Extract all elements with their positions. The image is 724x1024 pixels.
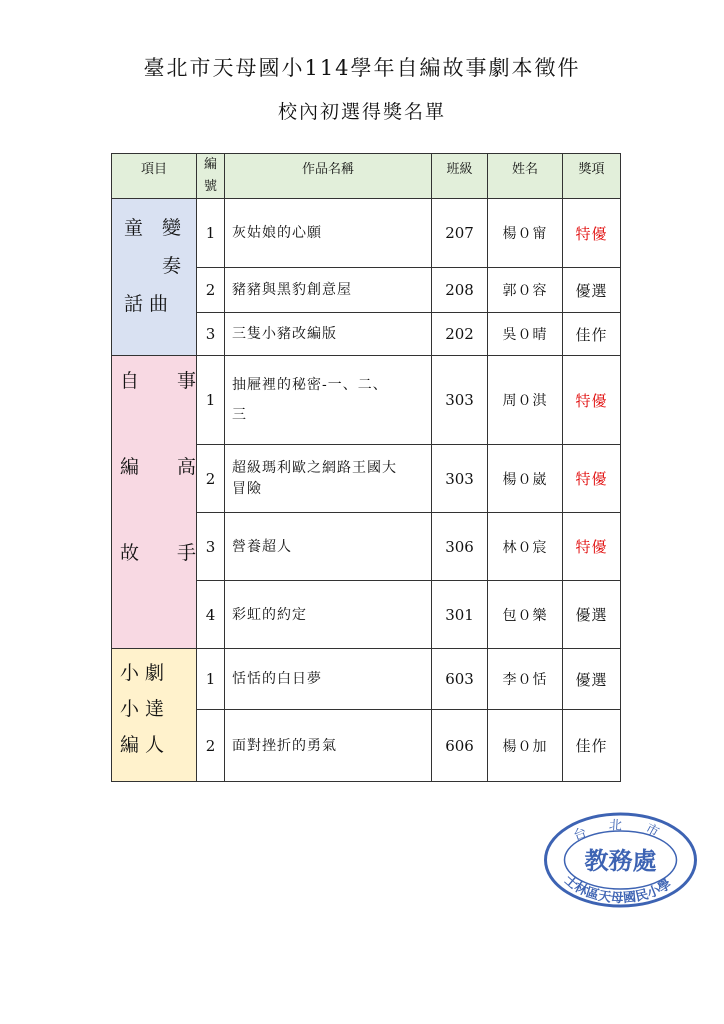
category-line: 故 手: [120, 542, 197, 564]
category-line: 自 事: [120, 370, 197, 392]
category-cell: [112, 356, 197, 649]
class-value: 306: [432, 513, 488, 581]
student-name: 吳０晴: [488, 313, 563, 356]
header-class: 班級: [432, 154, 488, 199]
header-number-line1: 編: [204, 157, 218, 172]
work-title: 豬豬與黑豹創意屋: [225, 268, 432, 313]
student-name: 李０恬: [488, 649, 563, 710]
award-value: 佳作: [563, 710, 621, 782]
student-name: 楊０加: [488, 710, 563, 782]
work-title-line1: 抽屜裡的秘密-一、二、: [232, 377, 388, 393]
work-title: 營養超人: [225, 513, 432, 581]
work-title-line2: 三: [232, 407, 248, 423]
header-work: 作品名稱: [225, 154, 432, 199]
class-value: 603: [432, 649, 488, 710]
category-cell: [112, 199, 197, 356]
student-name: 郭０容: [488, 268, 563, 313]
work-title: 灰姑娘的心願: [225, 199, 432, 268]
page-subtitle: 校內初選得獎名單: [277, 101, 446, 123]
work-title: 三隻小豬改編版: [225, 313, 432, 356]
award-value: 特優: [563, 445, 621, 513]
category-line: 編 高: [120, 456, 197, 478]
header-award: 獎項: [563, 154, 621, 199]
category-line: 奏: [124, 255, 182, 277]
award-value: 優選: [563, 649, 621, 710]
student-name: 楊０崴: [488, 445, 563, 513]
category-line: 童 變: [124, 217, 182, 239]
student-name: 林０宸: [488, 513, 563, 581]
header-number: [197, 154, 225, 199]
table-header-row: [112, 154, 621, 199]
header-number-line2: 號: [204, 179, 218, 194]
header-category: 項目: [112, 154, 197, 199]
class-value: 202: [432, 313, 488, 356]
award-value: 特優: [563, 513, 621, 581]
row-number: 3: [197, 513, 225, 581]
award-value: 特優: [563, 199, 621, 268]
work-title-line1: 超級瑪利歐之網路王國大: [232, 459, 398, 476]
row-number: 4: [197, 581, 225, 649]
award-value: 優選: [563, 581, 621, 649]
class-value: 606: [432, 710, 488, 782]
table-row: [112, 199, 621, 268]
category-cell: [112, 649, 197, 782]
row-number: 1: [197, 649, 225, 710]
category-line: 話 曲: [124, 293, 169, 315]
row-number: 2: [197, 268, 225, 313]
table-row: [112, 356, 621, 445]
student-name: 包０樂: [488, 581, 563, 649]
seal-bottom-text: 士林區天母國民小學: [560, 872, 675, 907]
category-line: 小 達: [120, 698, 165, 720]
row-number: 1: [197, 356, 225, 445]
row-number: 3: [197, 313, 225, 356]
award-value: 特優: [563, 356, 621, 445]
row-number: 2: [197, 710, 225, 782]
header-name: 姓名: [488, 154, 563, 199]
class-value: 301: [432, 581, 488, 649]
student-name: 楊０甯: [488, 199, 563, 268]
category-line: 小 劇: [120, 662, 165, 684]
seal-top-text: 台北市: [571, 818, 681, 852]
work-title: [225, 356, 432, 445]
class-value: 303: [432, 356, 488, 445]
seal-center-text: 教務處: [584, 846, 657, 875]
row-number: 2: [197, 445, 225, 513]
class-value: 303: [432, 445, 488, 513]
work-title: 面對挫折的勇氣: [225, 710, 432, 782]
class-value: 207: [432, 199, 488, 268]
work-title: 彩虹的約定: [225, 581, 432, 649]
work-title-line2: 冒險: [232, 480, 263, 497]
awards-table: [111, 153, 621, 782]
work-title: 恬恬的白日夢: [225, 649, 432, 710]
table-row: [112, 649, 621, 710]
row-number: 1: [197, 199, 225, 268]
school-seal-stamp: [543, 811, 698, 909]
work-title: [225, 445, 432, 513]
student-name: 周０淇: [488, 356, 563, 445]
category-line: 編 人: [120, 734, 165, 756]
class-value: 208: [432, 268, 488, 313]
award-value: 佳作: [563, 313, 621, 356]
page-title: 臺北市天母國小114學年自編故事劇本徵件: [143, 56, 581, 80]
award-value: 優選: [563, 268, 621, 313]
